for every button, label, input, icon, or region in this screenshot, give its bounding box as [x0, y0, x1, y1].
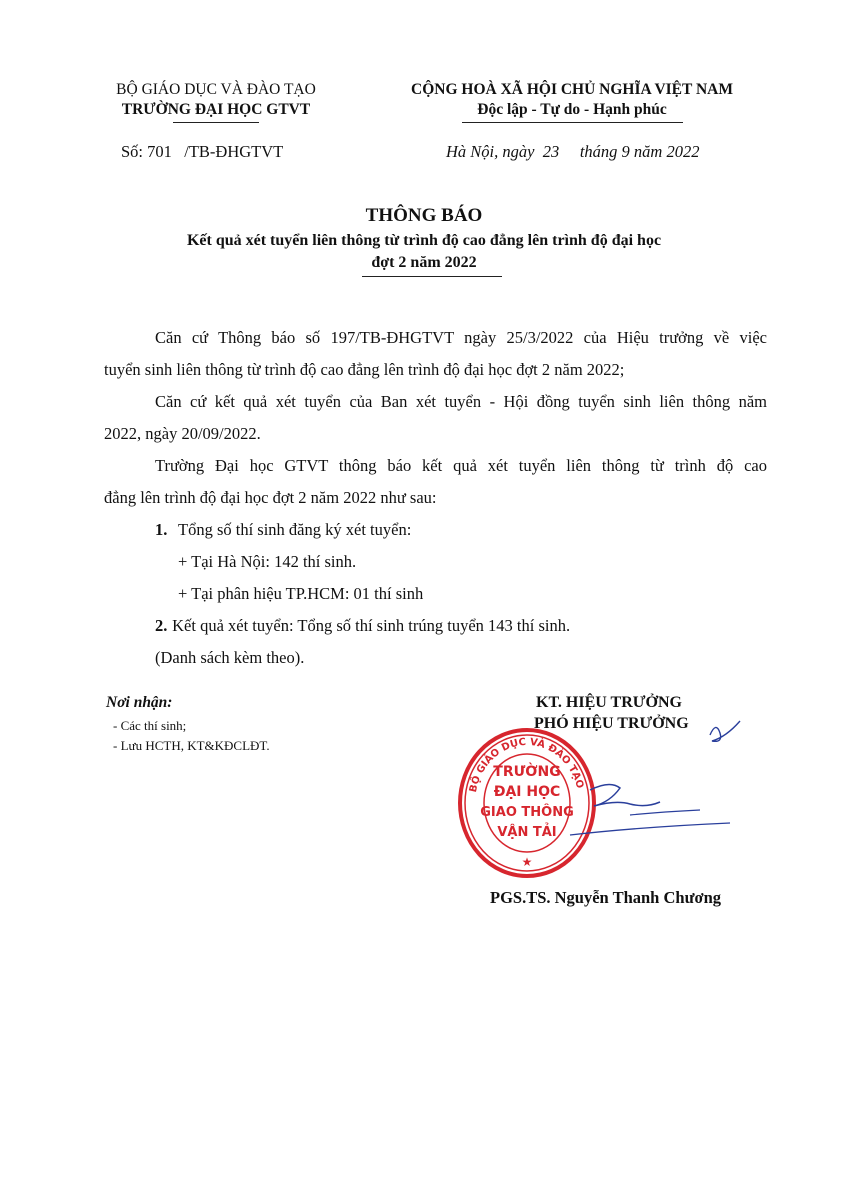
- subtitle-underline: [362, 276, 502, 277]
- paragraph-1-line-1: Căn cứ Thông báo số 197/TB-ĐHGTVT ngày 25/3/2022 của Hiệu trưởng về việc: [155, 328, 767, 347]
- document-subtitle-line1: Kết quả xét tuyển liên thông từ trình độ cao đẳng lên trình độ đại học: [186, 232, 662, 249]
- country-name: CỘNG HOÀ XÃ HỘI CHỦ NGHĨA VIỆT NAM: [411, 81, 733, 98]
- signer-role-1: KT. HIỆU TRƯỞNG: [536, 694, 682, 711]
- paragraph-3-line-2: đẳng lên trình độ đại học đợt 2 năm 2022 như sau:: [104, 488, 437, 507]
- seal-star-icon: ★: [521, 855, 533, 869]
- signer-role-2: PHÓ HIỆU TRƯỞNG: [534, 715, 689, 732]
- seal-text-line-4: VẬN TẢI: [497, 825, 557, 840]
- document-subtitle-line2: đợt 2 năm 2022: [371, 254, 477, 271]
- item-2-text: Kết quả xét tuyển: Tổng số thí sinh trúng tuyển 143 thí sinh.: [168, 616, 571, 635]
- document-number: Số: 701 /TB-ĐHGTVT: [121, 142, 284, 161]
- paragraph-1-line-2: tuyển sinh liên thông từ trình độ cao đẳng lên trình độ đại học đợt 2 năm 2022;: [104, 360, 625, 379]
- university-name: TRƯỜNG ĐẠI HỌC GTVT: [121, 101, 311, 118]
- place-date: Hà Nội, ngày 23 tháng 9 năm 2022: [446, 142, 700, 161]
- item-1-number: 1.: [155, 520, 168, 539]
- attachment-note: (Danh sách kèm theo).: [155, 648, 305, 667]
- national-motto: Độc lập - Tự do - Hạnh phúc: [477, 101, 667, 118]
- paragraph-2-line-2: 2022, ngày 20/09/2022.: [104, 424, 261, 443]
- paragraph-2-line-1: Căn cứ kết quả xét tuyển của Ban xét tuyển - Hội đồng tuyển sinh liên thông năm: [155, 392, 767, 411]
- signer-name: PGS.TS. Nguyễn Thanh Chương: [490, 888, 722, 907]
- document-title: THÔNG BÁO: [365, 205, 483, 226]
- handwritten-signature: [560, 705, 760, 855]
- item-1-sub-2: + Tại phân hiệu TP.HCM: 01 thí sinh: [178, 584, 424, 603]
- item-1-sub-1: + Tại Hà Nội: 142 thí sinh.: [178, 552, 357, 571]
- item-2-number: 2.: [155, 616, 168, 635]
- recipients-label: Nơi nhận:: [106, 694, 173, 711]
- paragraph-3-line-1: Trường Đại học GTVT thông báo kết quả xét tuyển liên thông từ trình độ cao: [155, 456, 767, 475]
- recipient-item: - Các thí sinh;: [113, 718, 187, 733]
- item-1-text: Tổng số thí sinh đăng ký xét tuyển:: [178, 520, 412, 539]
- motto-underline: [462, 122, 683, 123]
- seal-ring-text: BỘ GIÁO DỤC VÀ ĐÀO TẠO: [467, 736, 586, 794]
- recipient-item: - Lưu HCTH, KT&KĐCLĐT.: [113, 738, 270, 753]
- seal-text-line-2: ĐẠI HỌC: [493, 784, 561, 800]
- ministry-name: BỘ GIÁO DỤC VÀ ĐÀO TẠO: [116, 81, 316, 98]
- seal-text-line-1: TRƯỜNG: [493, 764, 561, 780]
- seal-text-line-3: GIAO THÔNG: [480, 805, 574, 820]
- university-underline: [173, 122, 259, 123]
